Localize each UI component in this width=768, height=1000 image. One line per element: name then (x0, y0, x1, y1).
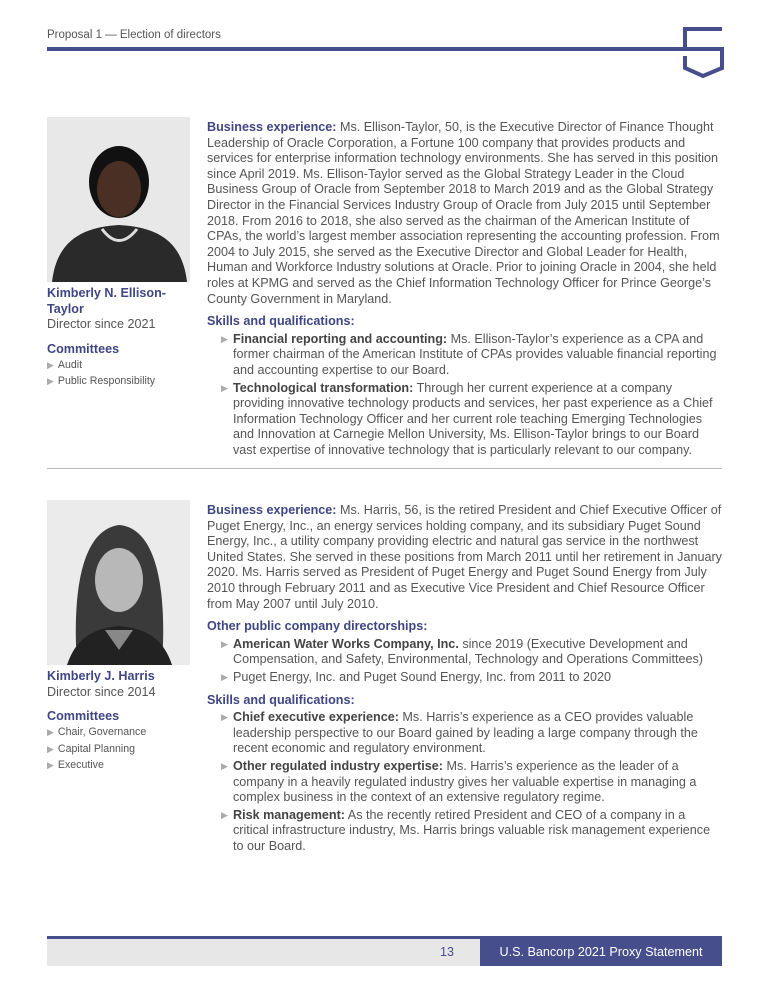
bullet-arrow-icon: ▶ (47, 727, 54, 738)
skill-item: ▶ Financial reporting and accounting: Ms. Ellison-Taylor’s experience as a CPA and former chairman of the American Institute of CPAs provides valuable financial reporting and accounting expertise to our Board. (221, 331, 717, 377)
directorships-heading: Other public company directorships: (207, 619, 428, 634)
bullet-arrow-icon: ▶ (47, 376, 54, 387)
skills-heading: Skills and qualifications: (207, 692, 355, 707)
shield-logo-icon (680, 26, 726, 80)
bullet-arrow-icon: ▶ (221, 333, 228, 344)
skill-item: ▶ Risk management: As the recently retired President and CEO of a company in a critical infrastructure industry, Ms. Harris brings valuable risk management experience to our Board. (221, 807, 711, 853)
section-header: Proposal 1 — Election of directors (47, 29, 221, 41)
skill-item: ▶ Chief executive experience: Ms. Harris’s experience as a CEO provides valuable leadership perspective to our Board gained by leading a large company through the recent economic and regulatory environment. (221, 710, 698, 756)
business-experience: Business experience: Ms. Harris, 56, is the retired President and Chief Executive Officer of Puget Energy, Inc., an energy services holding company, and its subsidiary Puget Sound Energy, Inc., a utility company providing electric and natural gas service in the northwest United States. She served in these positions from March 2011 until her retirement in January 2020. Ms. Harris served as President of Puget Energy and Puget Sound Energy from July 2010 through February 2011 and as Executive Vice President and Chief Resource Officer from May 2007 until July 2010. (207, 503, 722, 611)
committee-item: ▶ Public Responsibility (47, 375, 156, 388)
footer-band (47, 939, 480, 966)
skill-item: ▶ Other regulated industry expertise: Ms. Harris’s experience as the leader of a company in a heavily regulated industry gives her valuable expertise in managing a complex business in the context of an extensive regulatory regime. (221, 758, 697, 805)
header-rule (47, 47, 683, 51)
director-photo (47, 117, 190, 282)
bullet-arrow-icon: ▶ (221, 809, 228, 820)
bullet-arrow-icon: ▶ (47, 743, 54, 754)
skill-item: ▶ Technological transformation: Through her current experience at a company providing innovative technology products and services, her past experience as a Chief Information Technology Officer and her current role teaching Emerging Technologies and Innovation at Carnegie Mellon University, Ms. Ellison-Taylor brings to our Board vast expertise of innovative technology that is particularly relevant to our company. (221, 380, 713, 457)
bullet-arrow-icon: ▶ (221, 712, 228, 723)
business-experience: Business experience: Ms. Ellison-Taylor, 50, is the Executive Director of Finance Thought Leadership of Oracle Corporation, a Fortune 100 company that provides products and services for enterprise information technology environments. She has served in this position since April 2019. Ms. Ellison-Taylor served as the Global Strategy Leader in the Cloud Business Group of Oracle from September 2018 to March 2019 and as the Global Strategy Director in the Financial Services Industry Group of Oracle from July 2015 until September 2018. From 2016 to 2018, she also served as the chairman of the American Institute of CPAs, the world’s largest member association representing the accounting profession. From 2004 to July 2015, she served as the Executive Director and Global Leader for Health, Human and Workforce Industry solutions at Oracle. Prior to joining Oracle in 2004, she held roles at KPMG and served as the Chief Information Technology Officer for Prince George’s County Government in Maryland. (207, 120, 720, 306)
bullet-arrow-icon: ▶ (47, 359, 54, 370)
bullet-arrow-icon: ▶ (47, 760, 54, 771)
director-photo (47, 500, 190, 665)
bullet-arrow-icon: ▶ (221, 638, 228, 649)
director-bio (207, 503, 723, 854)
director-since: Director since 2021 (47, 317, 156, 332)
committee-item: ▶ Executive (47, 759, 104, 772)
section-divider (47, 468, 722, 469)
committees-heading: Committees (47, 709, 120, 724)
committee-item: ▶ Chair, Governance (47, 726, 147, 739)
committee-item: ▶ Audit (47, 358, 83, 371)
directorship-item: ▶ American Water Works Company, Inc. since 2019 (Executive Development and Compensation, and Safety, Environmental, Technology and Operations Committees) (221, 636, 703, 667)
bullet-arrow-icon: ▶ (221, 760, 228, 771)
skills-heading: Skills and qualifications: (207, 314, 355, 329)
page-number: 13 (440, 945, 455, 959)
bullet-arrow-icon: ▶ (221, 382, 228, 393)
director-since: Director since 2014 (47, 684, 156, 699)
committees-heading: Committees (47, 341, 120, 356)
bullet-arrow-icon: ▶ (221, 671, 228, 682)
director-name: Kimberly J. Harris (47, 669, 155, 683)
director-bio (207, 120, 723, 458)
committee-item: ▶ Capital Planning (47, 742, 136, 755)
directorship-item: ▶ Puget Energy, Inc. and Puget Sound Energy, Inc. from 2011 to 2020 (221, 669, 612, 684)
director-name: Kimberly N. Ellison-Taylor (47, 286, 166, 316)
document-title: U.S. Bancorp 2021 Proxy Statement (480, 939, 722, 966)
